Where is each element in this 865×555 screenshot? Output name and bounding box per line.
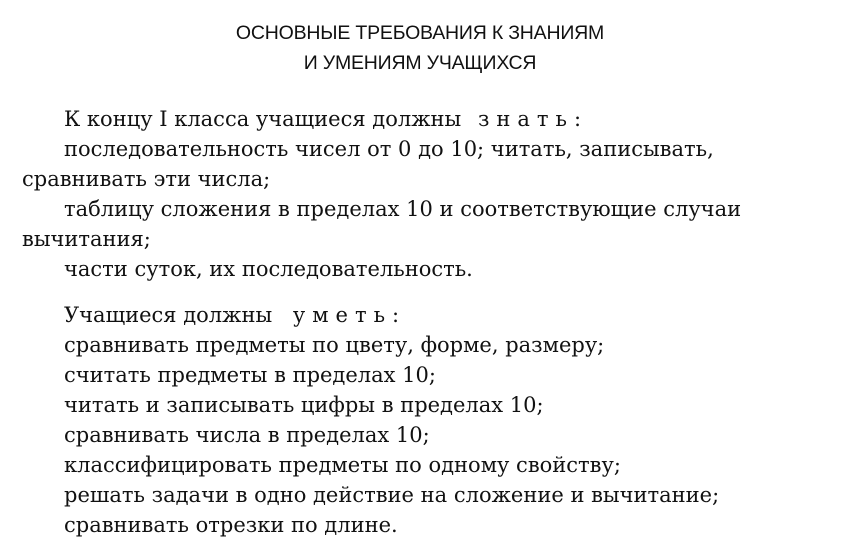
section-heading-line-1: ОСНОВНЫЕ ТРЕБОВАНИЯ К ЗНАНИЯМ xyxy=(235,22,605,44)
able-item-5: классифицировать предметы по одному свойству; xyxy=(64,453,621,477)
section-heading-line-2: И УМЕНИЯМ УЧАЩИХСЯ xyxy=(303,52,537,74)
know-item-1-line-1 xyxy=(64,134,814,164)
able-item-4: сравнивать числа в пределах 10; xyxy=(64,423,430,447)
know-intro xyxy=(64,104,588,134)
able-intro-text: Учащиеся должны xyxy=(64,303,273,327)
able-item-2: считать предметы в пределах 10; xyxy=(64,363,436,387)
able-item-6: решать задачи в одно действие на сложение и вычитание; xyxy=(64,483,720,507)
able-intro-spaced-word: уметь: xyxy=(292,303,407,327)
able-item-3: читать и записывать цифры в пределах 10; xyxy=(64,393,544,417)
know-item-2-line-2: вычитания; xyxy=(22,227,151,251)
know-item-3: части суток, их последовательность. xyxy=(64,257,473,281)
able-intro xyxy=(64,300,406,330)
able-item-1: сравнивать предметы по цвету, форме, размеру; xyxy=(64,333,605,357)
know-item-1-line-2: сравнивать эти числа; xyxy=(22,167,271,191)
know-intro-spaced-word: знать: xyxy=(477,107,589,131)
know-item-1-text: последовательность чисел от 0 до 10; читать, записывать, xyxy=(64,137,714,161)
know-intro-text: К концу I класса учащиеся должны xyxy=(64,107,462,131)
know-item-2-line-1: таблицу сложения в пределах 10 и соответствующие случаи xyxy=(64,197,742,221)
able-item-7: сравнивать отрезки по длине. xyxy=(64,513,398,537)
